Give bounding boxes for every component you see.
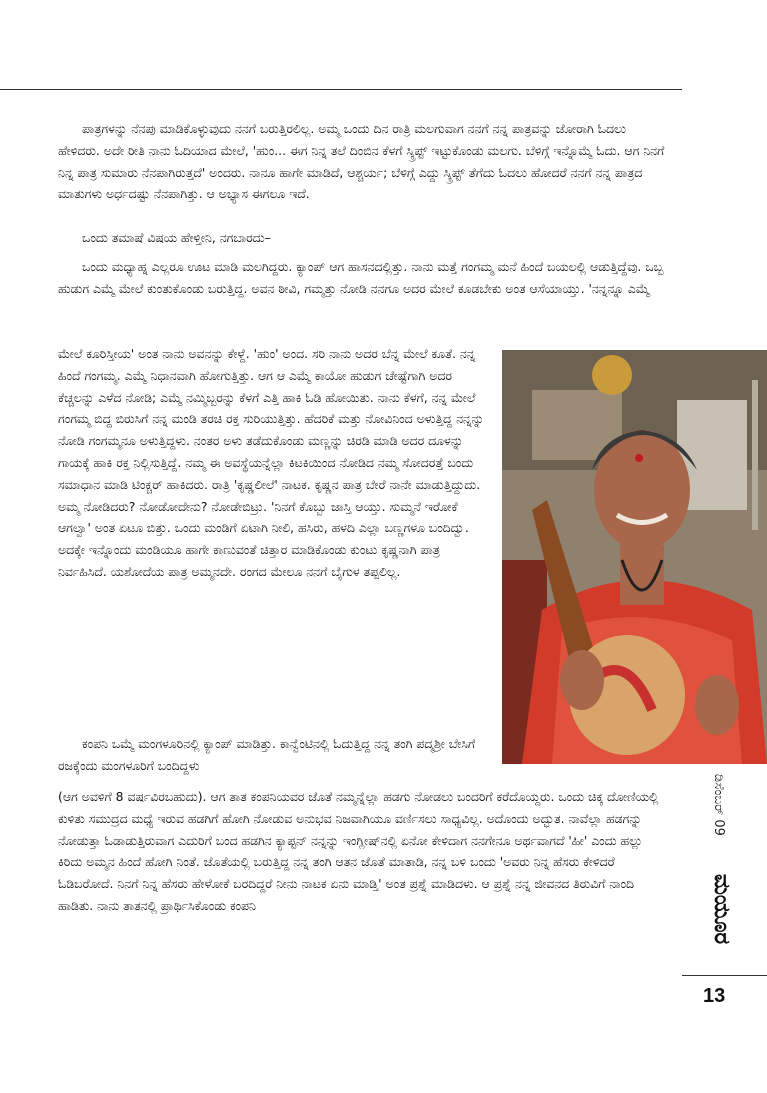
issue-date: ಡಿಸೆಂಬರ್ 09 xyxy=(711,774,726,836)
page-number: 13 xyxy=(703,985,726,1007)
footer-rule xyxy=(682,975,767,976)
paragraph-3: ಒಂದು ಮಧ್ಯಾಹ್ನ ಎಲ್ಲರೂ ಊಟ ಮಾಡಿ ಮಲಗಿದ್ದರು. ಕ್ಯಾಂಪ್ ಆಗ ಹಾಸನದಲ್ಲಿತ್ತು. ನಾನು ಮತ್ತೆ ಗಂಗಮ್ಮ ಮನೆ ಹಿಂದೆ ಬಯಲಲ್ಲಿ ಆಡುತ್ತಿದ್ದೆವು. ಒಬ್ಬ ಹುಡುಗ ಎಮ್ಮೆ ಮೇಲೆ ಕುಂತುಕೊಂಡು ಬರುತ್ತಿದ್ದ. ಅವನ ಠೀವಿ, ಗಮ್ಮತ್ತು ನೋಡಿ ನನಗೂ ಅದರ ಮೇಲೆ ಕೂಡಬೇಕು ಅಂತ ಆಸೆಯಾಯ್ತು. 'ನನ್ನನ್ನೂ ಎಮ್ಮೆ xyxy=(58,259,664,296)
photo-illustration xyxy=(502,350,767,764)
paragraph-1: ಪಾತ್ರಗಳನ್ನು ನೆನಪು ಮಾಡಿಕೊಳ್ಳುವುದು ನನಗೆ ಬರುತ್ತಿರಲಿಲ್ಲ. ಅಮ್ಮ ಒಂದು ದಿನ ರಾತ್ರಿ ಮಲಗುವಾಗ ನನಗೆ ನನ್ನ ಪಾತ್ರವನ್ನು ಜೋರಾಗಿ ಓದಲು ಹೇಳಿದರು. ಅದೇ ರೀತಿ ನಾನು ಓದಿಯಾದ ಮೇಲೆ, 'ಹುಂ... ಈಗ ನಿನ್ನ ತಲೆ ದಿಂಬಿನ ಕೆಳಗೆ ಸ್ಕ್ರಿಪ್ಟ್ ಇಟ್ಟುಕೊಂಡು ಮಲಗು. ಬೆಳಿಗ್ಗೆ ಇನ್ನೊಮ್ಮೆ ಓದು. ಆಗ ನಿನಗೆ ನಿನ್ನ ಪಾತ್ರ ಸುಮಾರು ನೆನಪಾಗಿರುತ್ತದೆ' ಅಂದರು. ನಾನೂ ಹಾಗೇ ಮಾಡಿದೆ, ಆಶ್ಚರ್ಯ; ಬೆಳಿಗ್ಗೆ ಎದ್ದು ಸ್ಕ್ರಿಪ್ಟ್ ತೆಗೆದು ಓದಲು ಹೋದರೆ ನನಗೆ ನನ್ನ ಪಾತ್ರದ ಮಾತುಗಳು ಅರ್ಧದಷ್ಟು ನೆನಪಾಗಿತ್ತು. ಆ ಅಭ್ಯಾಸ ಈಗಲೂ ಇದೆ. xyxy=(58,121,665,202)
woman-with-instrument-photo xyxy=(502,350,767,764)
header-rule xyxy=(0,89,682,90)
paragraph-4-continued: (ಆಗ ಅವಳಿಗೆ 8 ವರ್ಷವಿರಬಹುದು). ಆಗ ತಾತ ಕಂಪನಿಯವರ ಜೊತೆ ನಮ್ಮನ್ನೆಲ್ಲಾ ಹಡಗು ನೋಡಲು ಬಂದರಿಗೆ ಕರೆದೊಯ್ದರು. ಒಂದು ಚಿಕ್ಕ ದೋಣಿಯಲ್ಲಿ ಕುಳಿತು ಸಮುದ್ರದ ಮಧ್ಯೆ ಇರುವ ಹಡಗಿಗೆ ಹೋಗಿ ನೋಡುವ ಅನುಭವ ನಿಜವಾಗಿಯೂ ವರ್ಣಿಸಲು ಸಾಧ್ಯವಿಲ್ಲ. ಅದೊಂದು ಅದ್ಭುತ. ನಾವೆಲ್ಲಾ ಹಡಗನ್ನು ನೋಡುತ್ತಾ ಓಡಾಡುತ್ತಿರುವಾಗ ಎದುರಿಗೆ ಬಂದ ಹಡಗಿನ ಕ್ಯಾಪ್ಟನ್ ನನ್ನನ್ನು ಇಂಗ್ಲೀಷ್‌ನಲ್ಲಿ ಏನೋ ಕೇಳಿದಾಗ ನನಗೇನೂ ಅರ್ಥವಾಗದೆ 'ಹೀ' ಎಂದು ಹಲ್ಲು ಕಿರಿದು ಅಮ್ಮನ ಹಿಂದೆ ಹೋಗಿ ನಿಂತೆ. ಜೊತೆಯಲ್ಲಿ ಬರುತ್ತಿದ್ದ ನನ್ನ ತಂಗಿ ಆತನ ಜೊತೆ ಮಾತಾಡಿ, ನನ್ನ ಬಳಿ ಬಂದು 'ಅವರು ನಿನ್ನ ಹೆಸರು ಕೇಳಿದರೆ ಓಡಿಬರೋದೆ. ನಿನಗೆ ನಿನ್ನ ಹೆಸರು ಹೇಳೋಕೆ ಬರದಿದ್ದರೆ ನೀನು ನಾಟಕ ಏನು ಮಾಡ್ತಿ' ಅಂತ ಪ್ರಶ್ನೆ ಮಾಡಿದಳು. ಆ ಪ್ರಶ್ನೆ ನನ್ನ ಜೀವನದ ತಿರುವಿಗೆ ನಾಂದಿ ಹಾಡಿತು. ನಾನು ತಾತನಲ್ಲಿ ಪ್ರಾರ್ಥಿಸಿಕೊಂಡು ಕಂಪನಿ xyxy=(58,789,659,913)
paragraph-2: ಒಂದು ತಮಾಷೆ ವಿಷಯ ಹೇಳ್ತೀನಿ, ನಗಬಾರದು– xyxy=(82,230,271,245)
magazine-logo: ಮಯೂರ xyxy=(709,874,734,945)
magazine-sidebar xyxy=(692,774,742,974)
paragraph-4-start: ಕಂಪನಿ ಒಮ್ಮೆ ಮಂಗಳೂರಿನಲ್ಲಿ ಕ್ಯಾಂಪ್ ಮಾಡಿತ್ತು. ಕಾನ್ವೆಂಟಿನಲ್ಲಿ ಓದುತ್ತಿದ್ದ ನನ್ನ ತಂಗಿ ಪದ್ಮಶ್ರೀ ಬೇಸಿಗೆ ರಜಕ್ಕೆಂದು ಮಂಗಳೂರಿಗೆ ಬಂದಿದ್ದಳು xyxy=(58,736,476,773)
paragraph-3-continued: ಮೇಲೆ ಕೂರಿಸ್ತೀಯ' ಅಂತ ನಾನು ಅವನನ್ನು ಕೇಳ್ದೆ. 'ಹುಂ' ಅಂದ. ಸರಿ ನಾನು ಅದರ ಬೆನ್ನ ಮೇಲೆ ಕೂತೆ. ನನ್ನ ಹಿಂದೆ ಗಂಗಮ್ಮ. ಎಮ್ಮೆ ನಿಧಾನವಾಗಿ ಹೋಗುತ್ತಿತ್ತು. ಆಗ ಆ ಎಮ್ಮೆ ಕಾಯೋ ಹುಡುಗ ಚೇಷ್ಟೆಗಾಗಿ ಅದರ ಕೆಚ್ಚಲನ್ನು ಎಳೆದ ನೋಡಿ; ಎಮ್ಮೆ ನಮ್ಮಿಬ್ಬರನ್ನು ಕೆಳಗೆ ಎತ್ತಿ ಹಾಕಿ ಓಡಿ ಹೋಯಿತು. ನಾನು ಕೆಳಗೆ, ನನ್ನ ಮೇಲೆ ಗಂಗಮ್ಮ ಬಿದ್ದ ಬಿರುಸಿಗೆ ನನ್ನ ಮಂಡಿ ತರಚಿ ರಕ್ತ ಸುರಿಯುತ್ತಿತ್ತು. ಹೆದರಿಕೆ ಮತ್ತು ನೋವಿನಿಂದ ಅಳುತ್ತಿದ್ದ ನನ್ನನ್ನು ನೋಡಿ ಗಂಗಮ್ಮನೂ ಅಳುತ್ತಿದ್ದಳು. ನಂತರ ಅಳು ತಡೆದುಕೊಂಡು ಮಣ್ಣನ್ನು ಚಿರಡಿ ಮಾಡಿ ಅದರ ದೂಳನ್ನು ಗಾಯಕ್ಕೆ ಹಾಕಿ ರಕ್ತ ನಿಲ್ಲಿಸುತ್ತಿದ್ದೆ. ನಮ್ಮ ಈ ಅವಸ್ಥೆಯನ್ನೆಲ್ಲಾ ಕಿಟಕಿಯಿಂದ ನೋಡಿದ ನಮ್ಮ ಸೋದರತ್ತೆ ಬಂದು ಸಮಾಧಾನ ಮಾಡಿ ಟಿಂಕ್ಚರ್ ಹಾಕಿದರು. ರಾತ್ರಿ 'ಕೃಷ್ಣಲೀಲೆ' ನಾಟಕ. ಕೃಷ್ಣನ ಪಾತ್ರ ಬೇರೆ ನಾನೇ ಮಾಡುತ್ತಿದ್ದುದು. ಅಮ್ಮ ನೋಡಿದರು? ನೋಡೋದೇನು? ನೋಡೇಬಿಟ್ರು. 'ನಿನಗೆ ಕೊಬ್ಬು ಜಾಸ್ತಿ ಆಯ್ತು. ಸುಮ್ಮನೆ ಇರೋಕೆ ಆಗಲ್ವಾ' ಅಂತ ಏಟೂ ಬಿತ್ತು. ಒಂದು ಮಂಡಿಗೆ ಏಟಾಗಿ ನೀಲಿ, ಹಸಿರು, ಹಳದಿ ಎಲ್ಲಾ ಬಣ್ಣಗಳೂ ಬಂದಿದ್ವು. ಅದಕ್ಕೇ ಇನ್ನೊಂದು ಮಂಡಿಯೂ ಹಾಗೇ ಕಾಣುವಂತೆ ಚಿತ್ತಾರ ಮಾಡಿಕೊಂಡು ಕುಂಟು ಕೃಷ್ಣನಾಗಿ ಪಾತ್ರ ನಿರ್ವಹಿಸಿದೆ. ಯಶೋದೆಯ ಪಾತ್ರ ಅಮ್ಮನದೇ. ರಂಗದ ಮೇಲೂ ನನಗೆ ಬೈಗುಳ ತಪ್ಪಲಿಲ್ಲ. xyxy=(58,346,485,579)
